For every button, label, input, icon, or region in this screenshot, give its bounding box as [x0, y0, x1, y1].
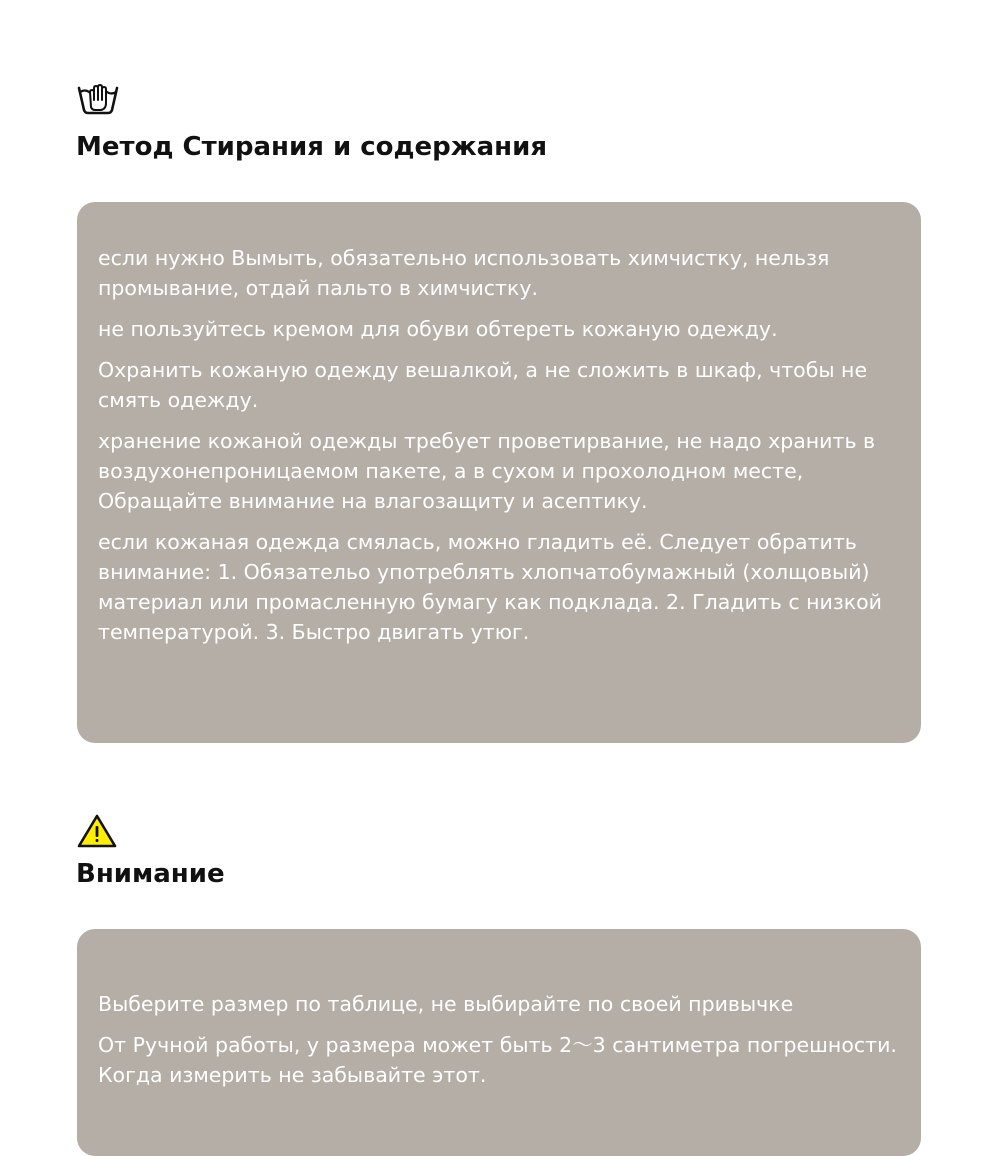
- care-section-title: Метод Стирания и содержания: [76, 132, 548, 162]
- attention-card: [77, 929, 921, 1156]
- attention-paragraph: Выберите размер по таблице, не выбирайте по своей привычке: [98, 992, 794, 1016]
- care-paragraph: не пользуйтесь кремом для обуви обтереть кожаную одежду.: [98, 317, 778, 341]
- care-paragraph: хранение кожаной одежды требует проветирвание, не надо хранить в воздухонепроницаемом пакете, а в сухом и прохолодном месте, Обращайте внимание на влагозащиту и асептику.: [98, 429, 876, 513]
- care-paragraph: если нужно Вымыть, обязательно использовать химчистку, нельзя промывание, отдай пальто в химчистку.: [98, 246, 830, 300]
- care-paragraph: Охранить кожаную одежду вешалкой, а не сложить в шкаф, чтобы не смять одежду.: [98, 358, 868, 412]
- attention-paragraph: От Ручной работы, у размера может быть 2〜3 сантиметра погрешности. Когда измерить не забывайте этот.: [98, 1033, 897, 1087]
- care-instructions-card: [77, 202, 921, 743]
- hand-wash-icon: [77, 80, 119, 116]
- care-paragraph: если кожаная одежда смялась, можно гладить её. Следует обратить внимание: 1. Обязательо употреблять хлопчатобумажный (холщовый) материал или промасленную бумагу как подклада. 2. Гладить с низкой температурой. 3. Быстро двигать утюг.: [98, 530, 882, 644]
- warning-icon: [77, 813, 119, 849]
- attention-section-title: Внимание: [76, 859, 225, 889]
